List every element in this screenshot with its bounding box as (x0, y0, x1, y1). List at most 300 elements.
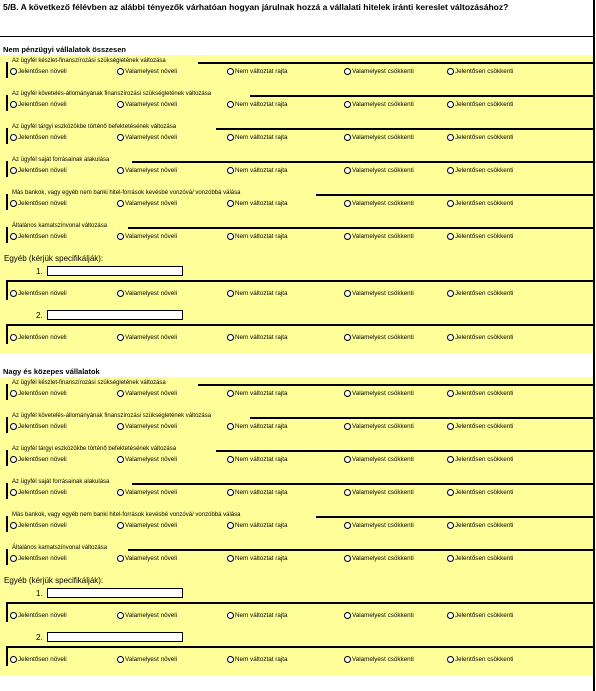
factor-6-option-4[interactable] (344, 555, 414, 562)
other-text-input[interactable] (47, 266, 183, 276)
factor-group (6, 58, 593, 78)
option-label: Jelentősen csökkenti (455, 101, 514, 108)
radio-button[interactable] (10, 334, 17, 341)
factor-1-option-4[interactable] (344, 390, 414, 397)
radio-button[interactable] (227, 423, 234, 430)
factor-label: Az ügyfél saját forrásainak alakulása (12, 157, 110, 163)
option-label: Valamelyest csökkenti (352, 656, 414, 663)
option-label: Jelentősen csökkenti (455, 489, 514, 496)
radio-button[interactable] (344, 134, 351, 141)
radio-button[interactable] (117, 612, 124, 619)
radio-button[interactable] (344, 522, 351, 529)
radio-button[interactable] (10, 489, 17, 496)
option-label: Jelentősen csökkenti (455, 233, 514, 240)
option-label: Valamelyest csökkenti (352, 390, 414, 397)
radio-button[interactable] (227, 167, 234, 174)
radio-button[interactable] (117, 489, 124, 496)
option-label: Nem változtat rajta (235, 656, 288, 663)
right-border (593, 0, 595, 691)
other-1-option-1[interactable] (10, 612, 67, 619)
option-label: Valamelyest csökkenti (352, 555, 414, 562)
factor-5-option-3[interactable] (227, 200, 288, 207)
other-2-option-2[interactable] (117, 656, 177, 663)
radio-button[interactable] (10, 612, 17, 619)
option-label: Valamelyest növeli (125, 167, 178, 174)
group-border (6, 324, 8, 344)
option-label: Jelentősen növeli (18, 522, 67, 529)
other-group (6, 602, 593, 626)
option-label: Jelentősen csökkenti (455, 555, 514, 562)
option-label: Jelentősen csökkenti (455, 167, 514, 174)
group-border (198, 62, 593, 64)
option-label: Valamelyest növeli (125, 134, 178, 141)
radio-button[interactable] (447, 101, 454, 108)
option-label: Valamelyest növeli (125, 423, 178, 430)
radio-button[interactable] (344, 489, 351, 496)
radio-button[interactable] (344, 390, 351, 397)
factor-group (6, 190, 593, 210)
option-label: Valamelyest csökkenti (352, 423, 414, 430)
factor-label: Más bankok, vagy egyéb nem banki hitel-források kevésbé vonzóvá/ vonzóbbá válása (12, 190, 241, 196)
option-label: Nem változtat rajta (235, 200, 288, 207)
factor-6-option-2[interactable] (117, 555, 177, 562)
option-label: Jelentősen növeli (18, 167, 67, 174)
option-label: Nem változtat rajta (235, 290, 288, 297)
other-label: Egyéb (kérjük specifikálják): (4, 254, 104, 263)
radio-button[interactable] (447, 200, 454, 207)
factor-3-option-1[interactable] (10, 456, 67, 463)
factor-4-option-3[interactable] (227, 167, 288, 174)
factor-label: Az ügyfél tárgyi eszközökbe történő befektetésének változása (12, 124, 177, 130)
option-label: Valamelyest csökkenti (352, 200, 414, 207)
factor-5-option-5[interactable] (447, 200, 513, 207)
radio-button[interactable] (10, 200, 17, 207)
option-label: Valamelyest növeli (125, 68, 178, 75)
option-label: Nem változtat rajta (235, 612, 288, 619)
divider (0, 36, 593, 37)
option-label: Valamelyest csökkenti (352, 489, 414, 496)
radio-button[interactable] (344, 555, 351, 562)
radio-button[interactable] (10, 522, 17, 529)
radio-button[interactable] (117, 68, 124, 75)
factor-3-option-2[interactable] (117, 456, 177, 463)
group-border (6, 646, 593, 648)
radio-button[interactable] (227, 200, 234, 207)
factor-4-option-2[interactable] (117, 167, 177, 174)
other-group (6, 324, 593, 348)
radio-button[interactable] (344, 290, 351, 297)
radio-button[interactable] (10, 390, 17, 397)
question-title: 5/B. A következő félévben az alábbi tényezők várhatóan hogyan járulnak hozzá a vállalati hitelek iránti kereslet változásához? (3, 2, 509, 12)
radio-button[interactable] (344, 68, 351, 75)
radio-button[interactable] (447, 290, 454, 297)
factor-label: Általános kamatszínvonal változása (12, 223, 108, 229)
group-border (216, 450, 593, 452)
radio-button[interactable] (117, 456, 124, 463)
option-label: Valamelyest növeli (125, 390, 178, 397)
radio-button[interactable] (447, 612, 454, 619)
group-border (6, 483, 8, 499)
factor-1-option-5[interactable] (447, 390, 513, 397)
radio-button[interactable] (344, 456, 351, 463)
option-label: Jelentősen növeli (18, 101, 67, 108)
radio-button[interactable] (227, 134, 234, 141)
other-2-option-4[interactable] (344, 656, 414, 663)
option-label: Jelentősen csökkenti (455, 134, 514, 141)
option-label: Valamelyest növeli (125, 200, 178, 207)
factor-5-option-1[interactable] (10, 522, 67, 529)
group-border (6, 646, 8, 666)
radio-button[interactable] (344, 423, 351, 430)
other-2-option-4[interactable] (344, 334, 414, 341)
radio-button[interactable] (10, 656, 17, 663)
option-label: Nem változtat rajta (235, 423, 288, 430)
radio-button[interactable] (10, 167, 17, 174)
section-title: Nagy és közepes vállalatok (3, 367, 100, 376)
option-label: Valamelyest csökkenti (352, 167, 414, 174)
factor-4-option-5[interactable] (447, 489, 513, 496)
factor-6-option-5[interactable] (447, 233, 513, 240)
factor-2-option-1[interactable] (10, 423, 67, 430)
option-label: Nem változtat rajta (235, 233, 288, 240)
factor-2-option-3[interactable] (227, 423, 288, 430)
radio-button[interactable] (344, 334, 351, 341)
option-label: Valamelyest növeli (125, 334, 178, 341)
group-border (250, 95, 593, 97)
other-1-option-1[interactable] (10, 290, 67, 297)
factor-label: Általános kamatszínvonal változása (12, 545, 108, 551)
group-border (6, 602, 593, 604)
option-label: Jelentősen növeli (18, 334, 67, 341)
radio-button[interactable] (10, 101, 17, 108)
factor-5-option-2[interactable] (117, 522, 177, 529)
radio-button[interactable] (447, 456, 454, 463)
option-label: Nem változtat rajta (235, 134, 288, 141)
option-label: Valamelyest csökkenti (352, 68, 414, 75)
factor-5-option-4[interactable] (344, 200, 414, 207)
factor-2-option-2[interactable] (117, 423, 177, 430)
option-label: Jelentősen csökkenti (455, 68, 514, 75)
other-1-option-5[interactable] (447, 290, 513, 297)
option-label: Nem változtat rajta (235, 522, 288, 529)
factor-2-option-5[interactable] (447, 423, 513, 430)
option-label: Valamelyest csökkenti (352, 233, 414, 240)
factor-group (6, 545, 593, 565)
radio-button[interactable] (227, 290, 234, 297)
factor-group (6, 446, 593, 466)
group-border (128, 227, 593, 229)
radio-button[interactable] (10, 134, 17, 141)
radio-button[interactable] (227, 101, 234, 108)
other-1-option-3[interactable] (227, 612, 288, 619)
radio-button[interactable] (447, 489, 454, 496)
factor-1-option-1[interactable] (10, 390, 67, 397)
group-border (6, 128, 8, 144)
radio-button[interactable] (447, 233, 454, 240)
radio-button[interactable] (344, 200, 351, 207)
other-text-input[interactable] (47, 310, 183, 320)
radio-button[interactable] (447, 68, 454, 75)
factor-5-option-5[interactable] (447, 522, 513, 529)
option-label: Valamelyest csökkenti (352, 290, 414, 297)
group-border (132, 483, 593, 485)
factor-label: Az ügyfél követelés-állományának finanszírozási szükségletének változása (12, 91, 212, 97)
other-number: 2. (36, 633, 43, 642)
radio-button[interactable] (227, 522, 234, 529)
group-border (6, 516, 8, 532)
other-1-option-2[interactable] (117, 290, 177, 297)
radio-button[interactable] (344, 656, 351, 663)
other-text-input[interactable] (47, 632, 183, 642)
option-label: Valamelyest növeli (125, 555, 178, 562)
factor-6-option-1[interactable] (10, 233, 67, 240)
radio-button[interactable] (227, 555, 234, 562)
radio-button[interactable] (447, 522, 454, 529)
option-label: Jelentősen növeli (18, 612, 67, 619)
other-number: 1. (36, 267, 43, 276)
factor-3-option-4[interactable] (344, 456, 414, 463)
radio-button[interactable] (447, 390, 454, 397)
factor-4-option-4[interactable] (344, 489, 414, 496)
group-border (6, 227, 8, 243)
factor-2-option-2[interactable] (117, 101, 177, 108)
radio-button[interactable] (447, 334, 454, 341)
factor-4-option-5[interactable] (447, 167, 513, 174)
factor-3-option-1[interactable] (10, 134, 67, 141)
factor-label: Az ügyfél saját forrásainak alakulása (12, 479, 110, 485)
option-label: Nem változtat rajta (235, 456, 288, 463)
option-label: Jelentősen csökkenti (455, 290, 514, 297)
option-label: Jelentősen csökkenti (455, 334, 514, 341)
other-group (6, 646, 593, 670)
group-border (316, 516, 593, 518)
factor-5-option-1[interactable] (10, 200, 67, 207)
factor-4-option-4[interactable] (344, 167, 414, 174)
option-label: Jelentősen növeli (18, 68, 67, 75)
radio-button[interactable] (117, 134, 124, 141)
option-label: Jelentősen csökkenti (455, 390, 514, 397)
factor-3-option-3[interactable] (227, 456, 288, 463)
group-border (128, 549, 593, 551)
radio-button[interactable] (117, 101, 124, 108)
radio-button[interactable] (117, 233, 124, 240)
option-label: Valamelyest csökkenti (352, 134, 414, 141)
other-2-option-1[interactable] (10, 334, 67, 341)
group-border (6, 62, 8, 78)
group-border (132, 161, 593, 163)
group-border (6, 280, 593, 282)
radio-button[interactable] (117, 522, 124, 529)
radio-button[interactable] (227, 489, 234, 496)
other-2-option-2[interactable] (117, 334, 177, 341)
radio-button[interactable] (10, 233, 17, 240)
option-label: Valamelyest csökkenti (352, 334, 414, 341)
radio-button[interactable] (117, 290, 124, 297)
option-label: Jelentősen növeli (18, 134, 67, 141)
factor-1-option-4[interactable] (344, 68, 414, 75)
option-label: Jelentősen növeli (18, 390, 67, 397)
radio-button[interactable] (227, 334, 234, 341)
factor-1-option-5[interactable] (447, 68, 513, 75)
radio-button[interactable] (10, 290, 17, 297)
other-2-option-3[interactable] (227, 334, 288, 341)
radio-button[interactable] (447, 134, 454, 141)
factor-3-option-4[interactable] (344, 134, 414, 141)
group-border (6, 324, 593, 326)
radio-button[interactable] (447, 423, 454, 430)
option-label: Nem változtat rajta (235, 489, 288, 496)
factor-1-option-2[interactable] (117, 68, 177, 75)
group-border (6, 161, 8, 177)
option-label: Jelentősen növeli (18, 200, 67, 207)
factor-6-option-2[interactable] (117, 233, 177, 240)
factor-5-option-2[interactable] (117, 200, 177, 207)
factor-label: Más bankok, vagy egyéb nem banki hitel-források kevésbé vonzóvá/ vonzóbbá válása (12, 512, 241, 518)
radio-button[interactable] (447, 555, 454, 562)
radio-button[interactable] (344, 167, 351, 174)
option-label: Jelentősen csökkenti (455, 456, 514, 463)
radio-button[interactable] (117, 334, 124, 341)
factor-6-option-3[interactable] (227, 233, 288, 240)
factor-2-option-1[interactable] (10, 101, 67, 108)
radio-button[interactable] (10, 456, 17, 463)
factor-label: Az ügyfél követelés-állományának finanszírozási szükségletének változása (12, 413, 212, 419)
other-1-option-3[interactable] (227, 290, 288, 297)
radio-button[interactable] (10, 423, 17, 430)
factor-2-option-3[interactable] (227, 101, 288, 108)
factor-group (6, 512, 593, 532)
factor-6-option-4[interactable] (344, 233, 414, 240)
other-2-option-5[interactable] (447, 334, 513, 341)
factor-6-option-1[interactable] (10, 555, 67, 562)
radio-button[interactable] (117, 555, 124, 562)
factor-2-option-5[interactable] (447, 101, 513, 108)
other-2-option-3[interactable] (227, 656, 288, 663)
factor-1-option-2[interactable] (117, 390, 177, 397)
factor-6-option-5[interactable] (447, 555, 513, 562)
radio-button[interactable] (227, 612, 234, 619)
factor-2-option-4[interactable] (344, 101, 414, 108)
factor-3-option-5[interactable] (447, 456, 513, 463)
radio-button[interactable] (117, 423, 124, 430)
option-label: Nem változtat rajta (235, 555, 288, 562)
option-label: Jelentősen növeli (18, 555, 67, 562)
radio-button[interactable] (117, 656, 124, 663)
other-1-option-4[interactable] (344, 290, 414, 297)
factor-label: Az ügyfél tárgyi eszközökbe történő befektetésének változása (12, 446, 177, 452)
option-label: Jelentősen növeli (18, 656, 67, 663)
option-label: Jelentősen növeli (18, 489, 67, 496)
option-label: Valamelyest növeli (125, 101, 178, 108)
option-label: Nem változtat rajta (235, 390, 288, 397)
option-label: Valamelyest növeli (125, 522, 178, 529)
other-1-option-5[interactable] (447, 612, 513, 619)
factor-4-option-1[interactable] (10, 489, 67, 496)
option-label: Valamelyest növeli (125, 290, 178, 297)
factor-5-option-4[interactable] (344, 522, 414, 529)
radio-button[interactable] (344, 101, 351, 108)
factor-1-option-3[interactable] (227, 390, 288, 397)
factor-1-option-3[interactable] (227, 68, 288, 75)
other-text-input[interactable] (47, 588, 183, 598)
option-label: Jelentősen növeli (18, 456, 67, 463)
group-border (6, 384, 8, 400)
option-label: Valamelyest növeli (125, 456, 178, 463)
radio-button[interactable] (227, 233, 234, 240)
option-label: Valamelyest csökkenti (352, 522, 414, 529)
radio-button[interactable] (227, 656, 234, 663)
radio-button[interactable] (117, 390, 124, 397)
radio-button[interactable] (447, 656, 454, 663)
group-border (6, 417, 8, 433)
group-border (250, 417, 593, 419)
radio-button[interactable] (227, 68, 234, 75)
radio-button[interactable] (447, 167, 454, 174)
factor-3-option-3[interactable] (227, 134, 288, 141)
radio-button[interactable] (227, 390, 234, 397)
option-label: Jelentősen növeli (18, 423, 67, 430)
other-1-option-4[interactable] (344, 612, 414, 619)
other-1-option-2[interactable] (117, 612, 177, 619)
option-label: Valamelyest növeli (125, 489, 178, 496)
factor-group (6, 223, 593, 243)
factor-3-option-2[interactable] (117, 134, 177, 141)
option-label: Jelentősen csökkenti (455, 656, 514, 663)
factor-group (6, 380, 593, 400)
option-label: Jelentősen növeli (18, 233, 67, 240)
radio-button[interactable] (344, 233, 351, 240)
option-label: Nem változtat rajta (235, 167, 288, 174)
other-group (6, 280, 593, 304)
group-border (316, 194, 593, 196)
other-2-option-5[interactable] (447, 656, 513, 663)
option-label: Valamelyest csökkenti (352, 101, 414, 108)
group-border (6, 450, 8, 466)
factor-2-option-4[interactable] (344, 423, 414, 430)
factor-label: Az ügyfél készlet-finanszírozási szükségletének változása (12, 380, 166, 386)
radio-button[interactable] (117, 200, 124, 207)
option-label: Jelentősen csökkenti (455, 423, 514, 430)
option-label: Jelentősen csökkenti (455, 612, 514, 619)
option-label: Valamelyest csökkenti (352, 612, 414, 619)
factor-group (6, 479, 593, 499)
factor-4-option-2[interactable] (117, 489, 177, 496)
section-title: Nem pénzügyi vállalatok összesen (3, 45, 126, 54)
factor-4-option-3[interactable] (227, 489, 288, 496)
factor-6-option-3[interactable] (227, 555, 288, 562)
radio-button[interactable] (10, 68, 17, 75)
radio-button[interactable] (10, 555, 17, 562)
section-panel (0, 55, 593, 353)
section-panel (0, 377, 593, 675)
radio-button[interactable] (227, 456, 234, 463)
factor-group (6, 157, 593, 177)
group-border (216, 128, 593, 130)
radio-button[interactable] (117, 167, 124, 174)
group-border (6, 549, 8, 565)
factor-1-option-1[interactable] (10, 68, 67, 75)
other-2-option-1[interactable] (10, 656, 67, 663)
factor-3-option-5[interactable] (447, 134, 513, 141)
option-label: Jelentősen csökkenti (455, 522, 514, 529)
factor-5-option-3[interactable] (227, 522, 288, 529)
option-label: Valamelyest növeli (125, 612, 178, 619)
factor-group (6, 124, 593, 144)
radio-button[interactable] (344, 612, 351, 619)
factor-4-option-1[interactable] (10, 167, 67, 174)
option-label: Nem változtat rajta (235, 334, 288, 341)
option-label: Jelentősen csökkenti (455, 200, 514, 207)
